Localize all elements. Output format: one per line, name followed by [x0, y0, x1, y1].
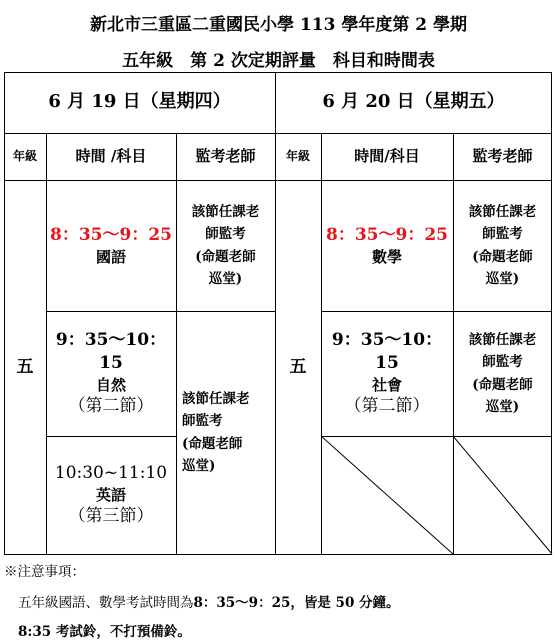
- day1-slot3-period: （第三節）: [68, 506, 154, 527]
- day1-slot2-subject: 自然: [95, 375, 126, 394]
- teacher-line: 該節任課老: [191, 203, 260, 220]
- teacher-line: 師監考: [482, 354, 523, 371]
- day2-date: 6 月 20 日（星期五）: [322, 91, 505, 113]
- teacher-line: (命題老師: [195, 248, 256, 265]
- day2-teacher1: [453, 180, 552, 311]
- day1-teacher2: [176, 311, 275, 554]
- notes-line1-time: 8：35～9：25，皆是 50 分鐘。: [193, 595, 400, 611]
- day1-header-time: 時間 /科目: [75, 147, 147, 166]
- document-subtitle: 五年級 第 2 次定期評量 科目和時間表: [122, 51, 435, 71]
- teacher-line: 師監考: [205, 226, 246, 243]
- teacher-line: (命題老師: [472, 248, 533, 265]
- day2-grade: 五: [289, 356, 307, 377]
- teacher-line: (命題老師: [182, 435, 243, 452]
- teacher-line: 巡堂): [182, 457, 216, 474]
- day1-slot1-subject: 國語: [95, 247, 126, 266]
- teacher-line: 巡堂): [485, 270, 520, 287]
- day1-slot3: [46, 436, 176, 554]
- day1-teacher1: [176, 180, 275, 311]
- empty-slot-diagonal-marks: [321, 436, 553, 555]
- day2-teacher2: [453, 311, 552, 436]
- day2-slot1-subject: 數學: [371, 247, 402, 266]
- day1-date: 6 月 19 日（星期四）: [48, 91, 231, 113]
- day1-slot3-subject: 英語: [95, 485, 126, 504]
- notes-line1: [18, 591, 400, 611]
- teacher-line: 該節任課老: [468, 203, 537, 220]
- notes-line2: [18, 620, 191, 640]
- day1-header-grade: 年級: [12, 149, 37, 164]
- teacher-line: 師監考: [182, 413, 223, 430]
- teacher-line: 師監考: [482, 226, 523, 243]
- day1-slot2-time: 9：35～10：15: [55, 329, 167, 373]
- day1-header-teacher: 監考老師: [195, 147, 256, 166]
- notes-heading: ※注意事項：: [4, 564, 85, 580]
- day2-slot1-time: 8：35～9：25: [326, 224, 448, 245]
- day2-header-grade: 年級: [285, 149, 310, 164]
- day2-slot2-time: 9：35～10：15: [331, 329, 443, 373]
- document-title: 新北市三重區二重國民小學 113 學年度第 2 學期: [90, 15, 467, 35]
- notes-line1-prefix: 五年級國語、數學考試時間為: [18, 595, 194, 611]
- teacher-line: 巡堂): [208, 270, 243, 287]
- teacher-line: 該節任課老: [468, 331, 537, 348]
- notes-line2-text: 8:35 考試鈴，不打預備鈴。: [18, 624, 191, 640]
- day2-slot2-subject: 社會: [371, 375, 402, 394]
- day2-slot2: [321, 311, 453, 436]
- day2-slot2-period: （第二節）: [344, 396, 430, 417]
- day2-slot1: [321, 180, 453, 311]
- day2-header-time: 時間/科目: [354, 147, 420, 166]
- day1-slot2: [46, 311, 176, 436]
- day1-slot2-period: （第二節）: [68, 396, 154, 417]
- teacher-line: 該節任課老: [182, 390, 250, 407]
- teacher-line: (命題老師: [472, 376, 533, 393]
- day1-slot1: [46, 180, 176, 311]
- day2-header-teacher: 監考老師: [472, 147, 533, 166]
- day1-grade: 五: [16, 356, 34, 377]
- teacher-line: 巡堂): [485, 398, 520, 415]
- day1-slot3-time: 10:30~11:10: [54, 462, 168, 483]
- day1-slot1-time: 8：35～9：25: [50, 224, 172, 245]
